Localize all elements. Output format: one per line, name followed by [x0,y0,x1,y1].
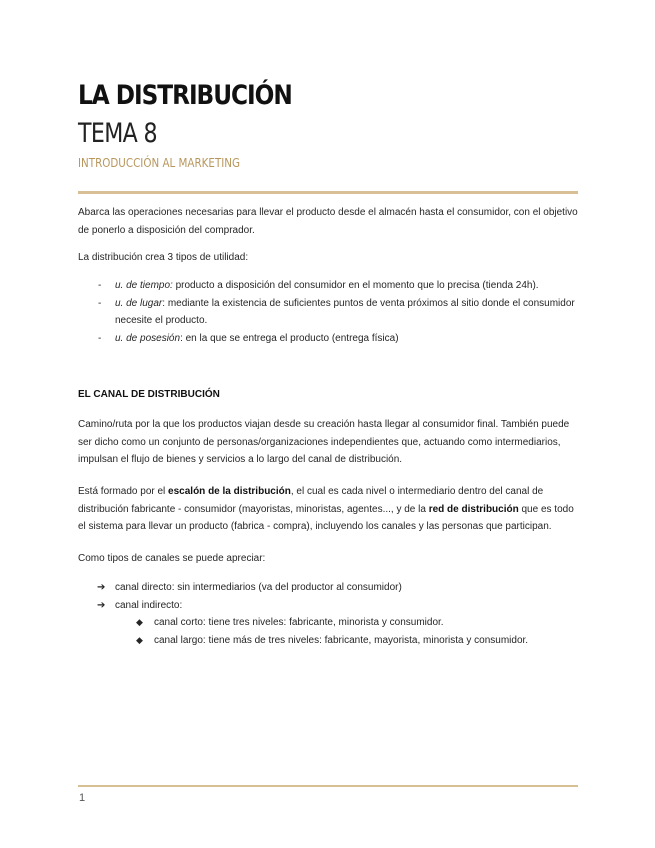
utility-term: u. de posesión [115,332,181,344]
section-heading: EL CANAL DE DISTRIBUCIÓN [78,389,220,400]
canal-composition [78,483,578,536]
utility-text: : en la que se entrega el producto (entrega física) [180,332,399,344]
utility-list [78,277,578,347]
utility-term: u. de tiempo: [115,280,173,291]
page-subtitle: TEMA 8 [78,118,157,149]
canal-types-intro: Como tipos de canales se puede apreciar: [78,553,266,564]
intro-paragraph: Abarca las operaciones necesarias para llevar el producto desde el almacén hasta el consumidor, con el objetivo de ponerlo a disposición del comprador. [78,207,578,236]
composition-text: que es todo el sistema para llevar un producto (fabrica - compra), incluyendo los canales y las personas que participan. [78,503,574,532]
canal-type-text: canal indirecto: [115,599,183,611]
composition-text: , el cual es cada nivel o intermediario dentro del canal de distribución fabricante - consumidor (mayoristas, minoristas, agentes..., y de la [78,486,544,515]
composition-text: Está formado por el [78,486,169,497]
dash-bullet: - [98,332,102,344]
dash-bullet: - [98,297,102,309]
utility-term: u. de lugar [115,297,163,309]
list-item [115,632,578,650]
diamond-icon: ◆ [136,634,143,645]
dash-bullet: - [98,280,102,291]
header-divider [78,191,578,194]
page-number: 1 [79,792,86,804]
canal-definition: Camino/ruta por la que los productos viajan desde su creación hasta llegar al consumidor final. También puede ser dicho como un conjunto de personas/organizaciones independientes que, actuando como intermediarios, impulsan el flujo de bienes y servicios a lo largo del canal de distribución. [78,419,570,465]
canal-types-list [78,579,578,649]
list-item [78,597,578,650]
footer-divider [78,785,578,787]
canal-type-text: canal directo: sin intermediarios (va del productor al consumidor) [115,582,402,593]
diamond-icon: ◆ [136,617,143,627]
utility-intro: La distribución crea 3 tipos de utilidad: [78,252,249,263]
arrow-icon: ➔ [97,582,106,593]
bold-term: red de distribución [428,503,519,515]
list-item [78,330,578,348]
canal-subtype-text: canal corto: tiene tres niveles: fabricante, minorista y consumidor. [154,617,444,628]
course-name: INTRODUCCIÓN AL MARKETING [78,156,241,170]
page-title: LA DISTRIBUCIÓN [78,80,292,111]
list-item [78,295,578,330]
canal-subtype-text: canal largo: tiene más de tres niveles: fabricante, mayorista, minorista y consumidor. [154,634,529,646]
utility-text: producto a disposición del consumidor en el momento que lo precisa (tienda 24h). [172,280,539,291]
bold-term: escalón de la distribución [168,486,291,497]
indirect-subtypes-list [115,614,578,649]
list-item [78,579,578,597]
list-item [78,277,578,295]
utility-text: : mediante la existencia de suficientes puntos de venta próximos al sitio donde el consumidor necesite el producto. [115,297,575,326]
list-item [115,614,578,632]
arrow-icon: ➔ [97,599,106,611]
